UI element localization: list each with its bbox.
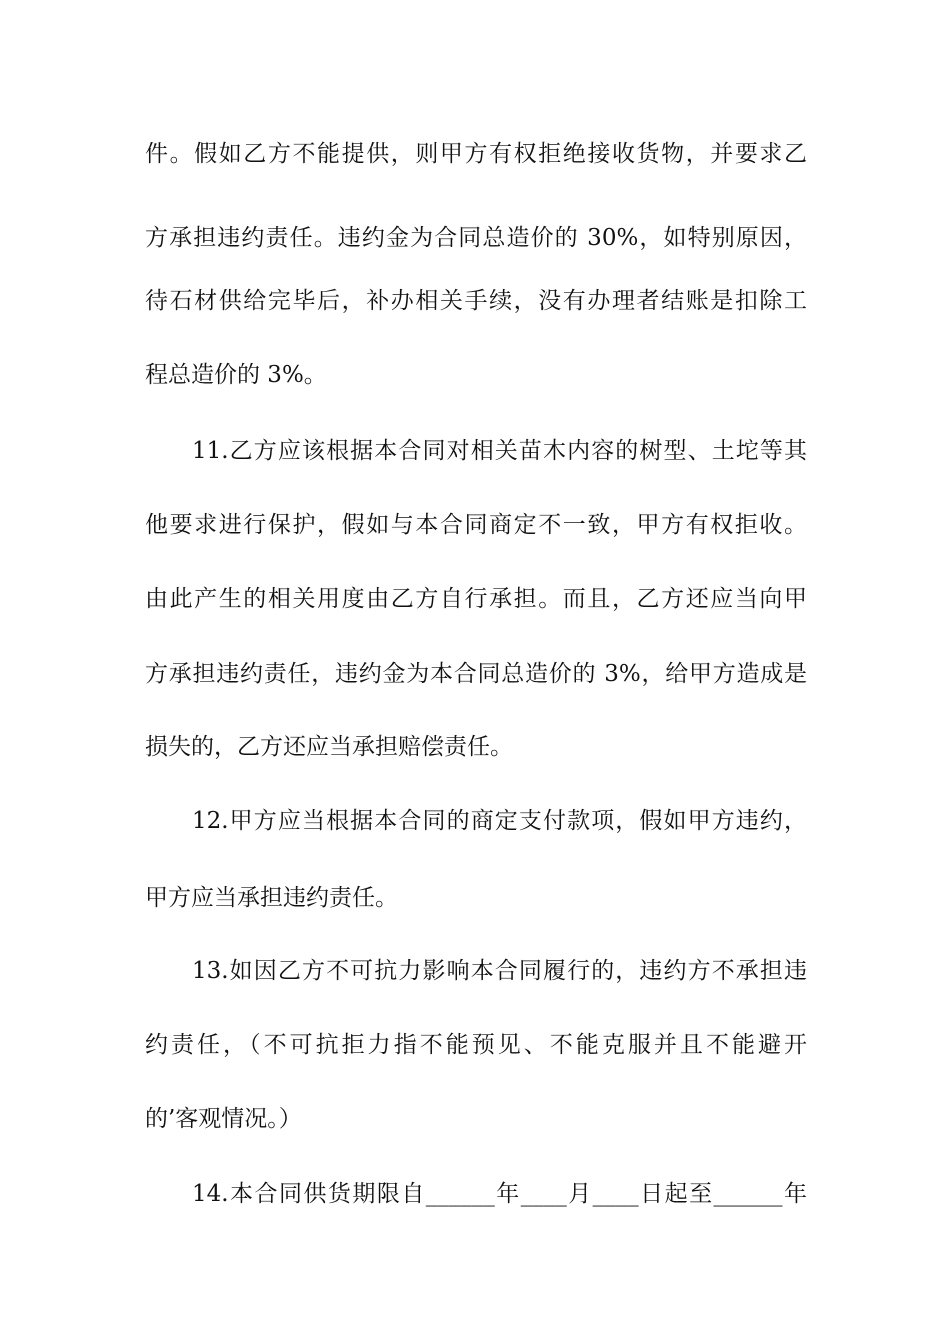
paragraph-line: 甲方应当承担违约责任。: [145, 885, 398, 911]
paragraph-line: 待石材供给完毕后，补办相关手续，没有办理者结账是扣除工: [145, 288, 807, 314]
paragraph-line: 的’客观情况。）: [145, 1106, 302, 1132]
paragraph-line: 损失的，乙方还应当承担赔偿责任。: [145, 734, 513, 760]
paragraph-line: 11.乙方应该根据本合同对相关苗木内容的树型、土坨等其: [192, 438, 807, 464]
paragraph-line: 约责任，（不可抗拒力指不能预见、不能克服并且不能避开: [145, 1032, 807, 1058]
paragraph-line: 14.本合同供货期限自______年____月____日起至______年: [192, 1181, 807, 1207]
paragraph-line: 方承担违约责任。违约金为合同总造价的 30%，如特别原因，: [145, 225, 807, 251]
paragraph-line: 12.甲方应当根据本合同的商定支付款项，假如甲方违约，: [192, 808, 807, 834]
paragraph-line: 由此产生的相关用度由乙方自行承担。而且，乙方还应当向甲: [145, 586, 807, 612]
paragraph-line: 方承担违约责任，违约金为本合同总造价的 3%，给甲方造成是: [145, 661, 807, 687]
paragraph-line: 程总造价的 3%。: [145, 362, 327, 388]
paragraph-line: 件。假如乙方不能提供，则甲方有权拒绝接收货物，并要求乙: [145, 141, 807, 167]
paragraph-line: 他要求进行保护，假如与本合同商定不一致，甲方有权拒收。: [145, 512, 807, 538]
paragraph-line: 13.如因乙方不可抗力影响本合同履行的，违约方不承担违: [192, 958, 807, 984]
